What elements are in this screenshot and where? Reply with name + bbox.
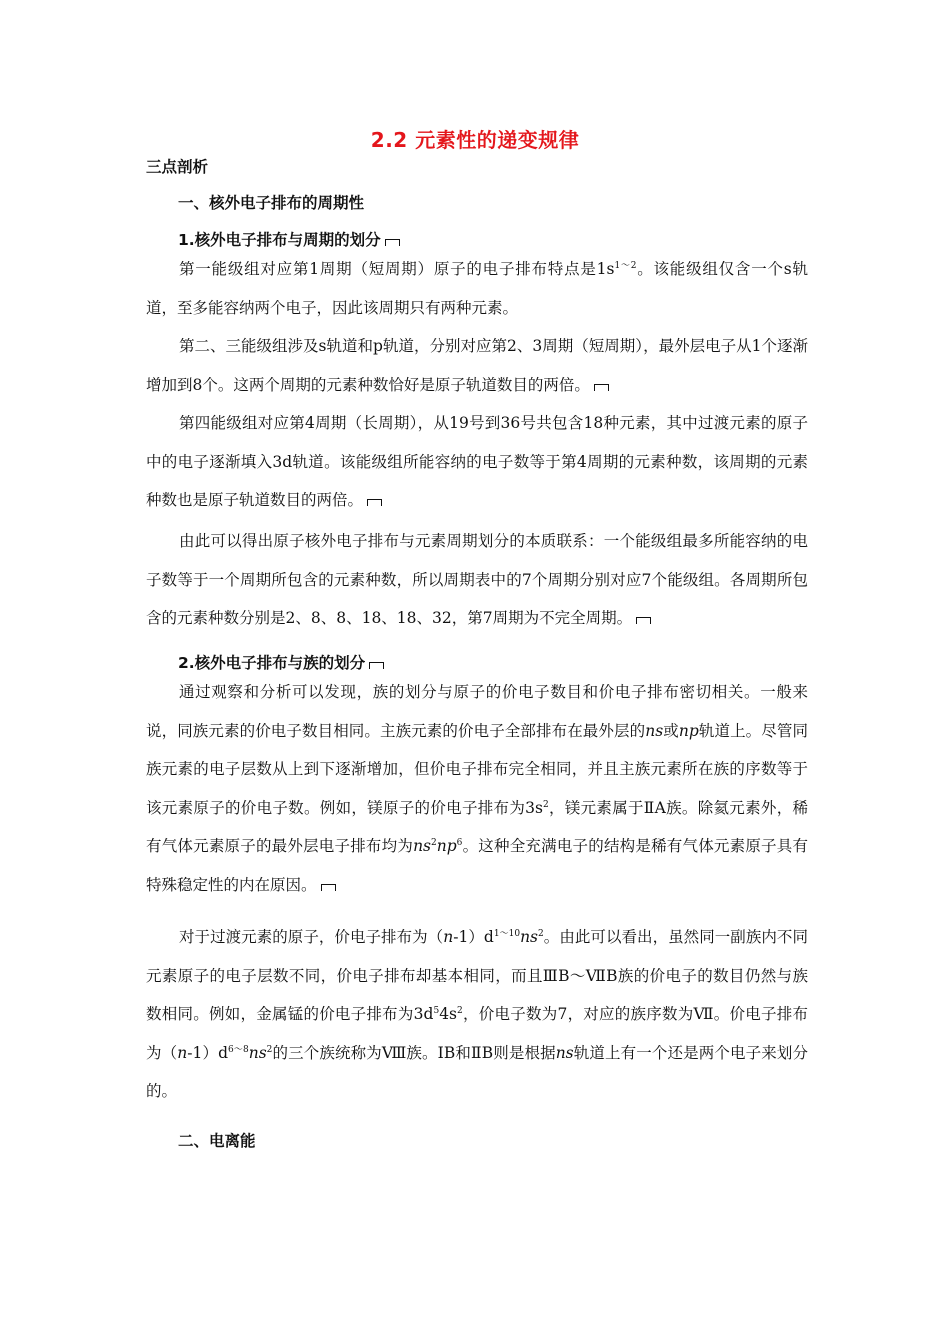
text-span: 。这种全充满电子的结构是稀有气体元素原子具有特殊稳定性的内在原因。	[146, 837, 808, 894]
text-span: 通过观察和分析可以发现，族的划分与原子的价电子数目和价电子排布密切相关。一般来说，同族元素的价电子数目相同。主族元素的价电子全部排布在最外层的	[146, 683, 808, 740]
subheading-group-division	[178, 651, 384, 673]
superscript: 1～2	[614, 261, 637, 271]
bracket-mark-icon	[385, 239, 400, 246]
text-span: ，镁元素属于ⅡA族。除氦元素外，稀有气体元素原子的最外层电子排布均为	[146, 798, 808, 856]
paragraph-transition-elements	[146, 918, 808, 1111]
text-span: -1）d	[187, 1043, 229, 1062]
superscript: 2	[457, 1006, 463, 1017]
document-title: 2.2 元素性的递变规律	[370, 128, 580, 152]
subheading-text: 2.核外电子排布与族的划分	[178, 654, 366, 672]
bracket-mark-icon	[636, 617, 651, 624]
paragraph-main-groups	[146, 673, 808, 905]
superscript: 5	[433, 1006, 440, 1017]
paragraph-second-third-level-group	[146, 327, 808, 404]
text-span: -1）d	[453, 928, 494, 946]
section-label: 三点剖析	[146, 158, 209, 176]
italic-symbol: ns	[520, 928, 539, 946]
paragraph-essential-connection	[146, 522, 808, 638]
text-span: 。由此可以看出，虽然同一副族内不同元素原子的电子层数不同，价电子排布却基本相同，而且ⅢB～ⅦB族的价电子的数目仍然与族数相同。例如，金属锰的价电子排布为3d	[146, 928, 808, 1024]
heading-electron-configuration-periodicity: 一、核外电子排布的周期性	[178, 194, 365, 212]
italic-symbol: ns	[248, 1043, 267, 1062]
text-span: 第二、三能级组涉及s轨道和p轨道，分别对应第2、3周期（短周期），最外层电子从1个逐渐增加到8个。这两个周期的元素种数恰好是原子轨道数目的两倍。	[146, 337, 808, 394]
superscript: 1～10	[493, 929, 521, 939]
text-span: 的三个族统称为Ⅷ族。ⅠB和ⅡB则是根据	[272, 1043, 556, 1062]
bracket-mark-icon	[367, 499, 382, 506]
subheading-text: 1.核外电子排布与周期的划分	[178, 231, 381, 249]
text-span: 轨道上。尽管同族元素的电子层数从上到下逐渐增加，但价电子排布完全相同，并且主族元素所在族的序数等于该元素原子的价电子数。例如，镁原子的价电子排布为3s	[146, 721, 808, 817]
text-span: 4s	[439, 1005, 458, 1024]
superscript: 2	[538, 929, 544, 939]
italic-symbol: n	[443, 928, 454, 946]
italic-symbol: np	[436, 837, 457, 856]
subheading-period-division	[178, 228, 400, 250]
text-span: 第四能级组对应第4周期（长周期），从19号到36号共包含18种元素，其中过渡元素的原子中的电子逐渐填入3d轨道。该能级组所能容纳的电子数等于第4周期的元素种数，该周期的元素种数也是原子轨道数目的两倍。	[146, 414, 808, 510]
paragraph-fourth-level-group	[146, 404, 808, 520]
italic-symbol: n	[177, 1043, 188, 1062]
bracket-mark-icon	[594, 384, 609, 391]
text-span: 第一能级组对应第1周期（短周期）原子的电子排布特点是1s	[179, 260, 615, 278]
superscript: 2	[266, 1044, 273, 1055]
superscript: 2	[431, 838, 437, 849]
text-span: ，价电子数为7，对应的族序数为Ⅶ。价电子排布为（	[146, 1005, 808, 1062]
italic-symbol: ns	[413, 837, 431, 856]
superscript: 6～8	[228, 1044, 249, 1055]
text-span: 轨道上有一个还是两个电子来划分的。	[146, 1043, 808, 1101]
text-span: 对于过渡元素的原子，价电子排布为（	[179, 928, 444, 946]
italic-symbol: ns	[645, 721, 664, 740]
superscript: 2	[542, 799, 549, 810]
italic-symbol: ns	[555, 1043, 574, 1062]
heading-ionization-energy: 二、电离能	[178, 1132, 256, 1150]
bracket-mark-icon	[321, 884, 336, 891]
text-span: 由此可以得出原子核外电子排布与元素周期划分的本质联系：一个能级组最多所能容纳的电子数等于一个周期所包含的元素种数，所以周期表中的7个周期分别对应7个能级组。各周期所包含的元素种数分别是2、8、8、18、18、32，第7周期为不完全周期。	[146, 532, 808, 628]
text-span: 。该能级组仅含一个s轨道，至多能容纳两个电子，因此该周期只有两种元素。	[146, 260, 808, 317]
bracket-mark-icon	[369, 662, 384, 669]
italic-symbol: np	[678, 721, 699, 740]
text-span: 或	[663, 721, 679, 740]
superscript: 6	[456, 838, 463, 849]
paragraph-first-level-group	[146, 250, 808, 327]
